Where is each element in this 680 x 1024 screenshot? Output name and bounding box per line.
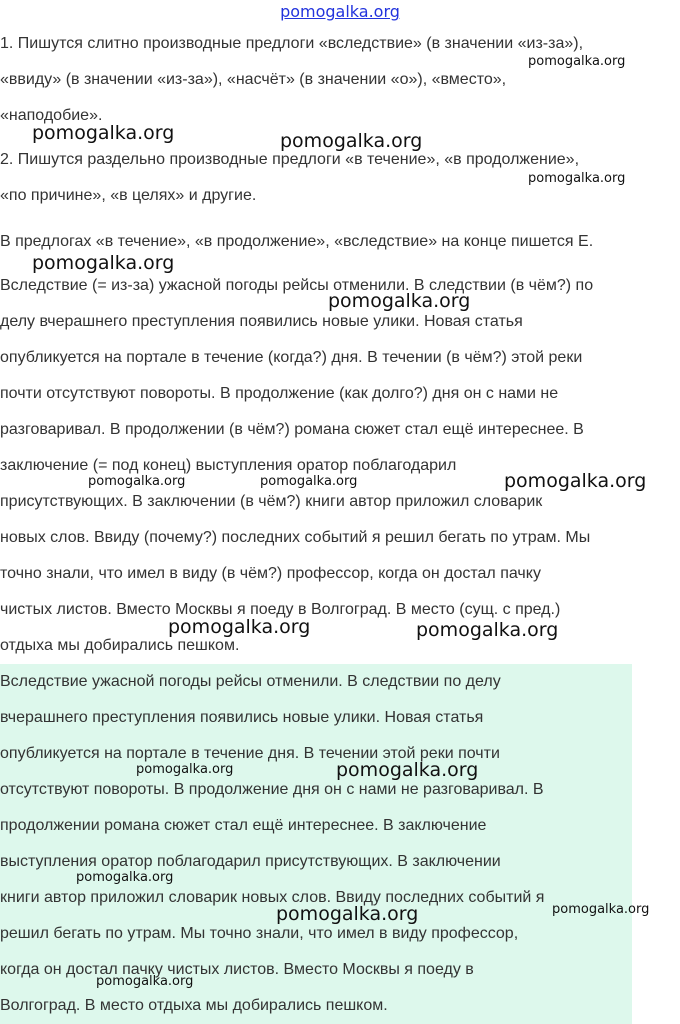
watermark-text: pomogalka.org [76,870,174,885]
watermark-text: pomogalka.org [336,759,479,781]
watermark-text: pomogalka.org [504,470,647,492]
watermark-text: pomogalka.org [328,290,471,312]
rule-line-5: «по причине», «в целях» и другие. [0,187,257,204]
watermark-text: pomogalka.org [280,130,423,152]
watermark-text: pomogalka.org [32,252,175,274]
exercise-line: опубликуется на портале в течение (когда?) дня. В течении (в чём?) этой реки [0,349,583,366]
exercise-line: отдыха мы добирались пешком. [0,637,240,654]
answer-line: отсутствуют повороты. В продолжение дня он с нами не разговаривал. В [0,781,544,798]
answer-line: Вследствие ужасной погоды рейсы отменили. В следствии по делу [0,673,501,690]
answer-line: Волгоград. В место отдыха мы добирались пешком. [0,997,388,1014]
watermark-text: pomogalka.org [88,474,186,489]
rule-line-3: «наподобие». [0,107,103,124]
watermark-text: pomogalka.org [260,474,358,489]
watermark-text: pomogalka.org [168,616,311,638]
watermark-text: pomogalka.org [416,619,559,641]
exercise-line: точно знали, что имел в виду (в чём?) профессор, когда он достал пачку [0,565,541,582]
rule-note: В предлогах «в течение», «в продолжение», «вследствие» на конце пишется Е. [0,233,594,250]
rule-line-1: 1. Пишутся слитно производные предлоги «вследствие» (в значении «из-за»), [0,35,584,52]
exercise-line: новых слов. Ввиду (почему?) последних событий я решил бегать по утрам. Мы [0,529,591,546]
answer-line: опубликуется на портале в течение дня. В течении этой реки почти [0,745,500,762]
exercise-line: заключение (= под конец) выступления оратор поблагодарил [0,457,457,474]
answer-line: вчерашнего преступления появились новые улики. Новая статья [0,709,484,726]
watermark-text: pomogalka.org [136,762,234,777]
exercise-line: разговаривал. В продолжении (в чём?) романа сюжет стал ещё интереснее. В [0,421,584,438]
answer-line: решил бегать по утрам. Мы точно знали, что имел в виду профессор, [0,925,519,942]
answer-line: выступления оратор поблагодарил присутствующих. В заключении [0,853,501,870]
exercise-line: почти отсутствуют повороты. В продолжение (как долго?) дня он с нами не [0,385,559,402]
watermark-text: pomogalka.org [528,54,626,69]
exercise-line: Вследствие (= из-за) ужасной погоды рейсы отменили. В следствии (в чём?) по [0,277,594,294]
watermark-text: pomogalka.org [552,902,650,917]
exercise-line: делу вчерашнего преступления появились новые улики. Новая статья [0,313,523,330]
watermark-text: pomogalka.org [276,903,419,925]
rule-line-2: «ввиду» (в значении «из-за»), «насчёт» (в значении «о»), «вместо», [0,71,507,88]
answer-line: когда он достал пачку чистых листов. Вместо Москвы я поеду в [0,961,474,978]
site-header-link[interactable]: pomogalka.org [280,2,400,21]
watermark-text: pomogalka.org [32,122,175,144]
exercise-line: присутствующих. В заключении (в чём?) книги автор приложил словарик [0,493,543,510]
watermark-text: pomogalka.org [96,974,194,989]
answer-line: продолжении романа сюжет стал ещё интереснее. В заключение [0,817,487,834]
exercise-line: чистых листов. Вместо Москвы я поеду в Волгоград. В место (сущ. с пред.) [0,601,561,618]
watermark-text: pomogalka.org [528,171,626,186]
rule-line-4: 2. Пишутся раздельно производные предлоги «в течение», «в продолжение», [0,151,580,168]
answer-line: книги автор приложил словарик новых слов. Ввиду последних событий я [0,889,545,906]
